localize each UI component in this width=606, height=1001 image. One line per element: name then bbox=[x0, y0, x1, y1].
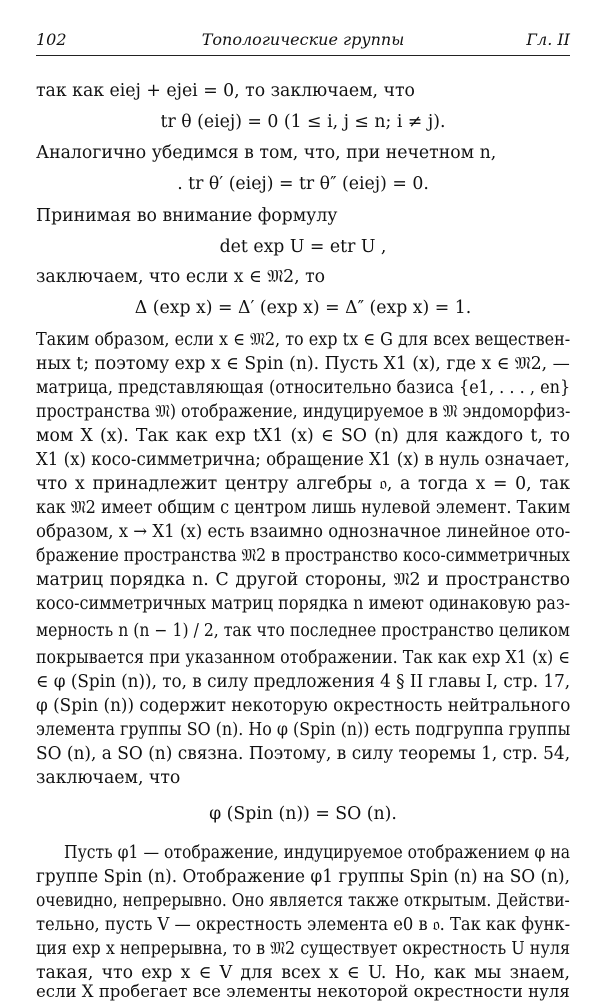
chapter-label: Гл. II bbox=[526, 30, 570, 49]
text-line: Принимая во внимание формулу bbox=[36, 206, 338, 226]
text-line: Аналогично убедимся в том, что, при нечетном n, bbox=[36, 143, 497, 163]
text-line: ция exp x непрерывна, то в 𝔐2 существует окрестность U нуля bbox=[36, 939, 571, 959]
text-line: SO (n), а SO (n) связна. Поэтому, в силу теоремы 1, стр. 54, bbox=[36, 744, 571, 764]
text-line: группе Spin (n). Отображение φ1 группы Spin (n) на SO (n), bbox=[36, 867, 570, 887]
formula-line: φ (Spin (n)) = SO (n). bbox=[209, 804, 397, 824]
text-line: матриц порядка n. С другой стороны, 𝔐2 и пространство bbox=[36, 570, 570, 590]
text-line: такая, что exp x ∈ V для всех x ∈ U. Но, как мы знаем, bbox=[36, 963, 570, 983]
text-line: пространства 𝔐) отображение, индуцируемое в 𝔐 эндоморфиз- bbox=[36, 402, 571, 422]
text-line: Пусть φ1 — отображение, индуцируемое отображением φ на bbox=[64, 843, 571, 863]
text-line: бражение пространства 𝔐2 в пространство косо-симметричных bbox=[36, 546, 571, 566]
page-number: 102 bbox=[36, 30, 67, 49]
text-line: ных t; поэтому exp x ∈ Spin (n). Пусть X1 (x), где x ∈ 𝔐2, — bbox=[36, 354, 570, 374]
text-line: если X пробегает все элементы некоторой окрестности нуля bbox=[36, 982, 570, 1001]
text-line: ∈ φ (Spin (n)), то, в силу предложения 4 § II главы I, стр. 17, bbox=[36, 672, 571, 692]
text-line: покрывается при указанном отображении. Так как exp X1 (x) ∈ bbox=[36, 648, 571, 668]
formula-line: . tr θ′ (eiej) = tr θ″ (eiej) = 0. bbox=[177, 174, 429, 194]
text-line: как 𝔐2 имеет общим с центром лишь нулевой элемент. Таким bbox=[36, 498, 571, 518]
text-line: косо-симметричных матриц порядка n имеют одинаковую раз- bbox=[36, 594, 571, 614]
page-header bbox=[36, 30, 570, 52]
text-line: тельно, пусть V — окрестность элемента e0 в 𝔬. Так как функ- bbox=[36, 915, 571, 935]
text-line: элемента группы SO (n). Но φ (Spin (n)) есть подгруппа группы bbox=[36, 720, 571, 740]
text-line: очевидно, непрерывно. Оно является также открытым. Действи- bbox=[36, 891, 570, 911]
text-line: мерность n (n − 1) / 2, так что последнее пространство целиком bbox=[36, 621, 570, 641]
formula-line: Δ (exp x) = Δ′ (exp x) = Δ″ (exp x) = 1. bbox=[134, 298, 472, 318]
running-title: Топологические группы bbox=[201, 30, 405, 49]
text-line: что x принадлежит центру алгебры 𝔬, а тогда x = 0, так bbox=[36, 474, 570, 494]
text-line: мом X (x). Так как exp tX1 (x) ∈ SO (n) для каждого t, то bbox=[36, 426, 570, 446]
text-line: заключаем, что если x ∈ 𝔐2, то bbox=[36, 267, 326, 287]
text-line: Таким образом, если x ∈ 𝔐2, то exp tx ∈ G для всех веществен- bbox=[36, 330, 571, 350]
header-rule bbox=[36, 55, 570, 56]
text-line: φ (Spin (n)) содержит некоторую окрестность нейтрального bbox=[36, 696, 571, 716]
text-line: матрица, представляющая (относительно базиса {e1, . . . , en} bbox=[36, 378, 571, 398]
formula-line: det exp U = etr U , bbox=[219, 237, 387, 257]
text-line: заключаем, что bbox=[36, 768, 181, 788]
text-line: так как eiej + ejei = 0, то заключаем, что bbox=[36, 81, 415, 101]
text-line: образом, x → X1 (x) есть взаимно однозначное линейное ото- bbox=[36, 522, 571, 542]
formula-line: tr θ (eiej) = 0 (1 ≤ i, j ≤ n; i ≠ j). bbox=[160, 112, 446, 132]
text-line: X1 (x) косо-симметрична; обращение X1 (x) в нуль означает, bbox=[36, 450, 570, 470]
